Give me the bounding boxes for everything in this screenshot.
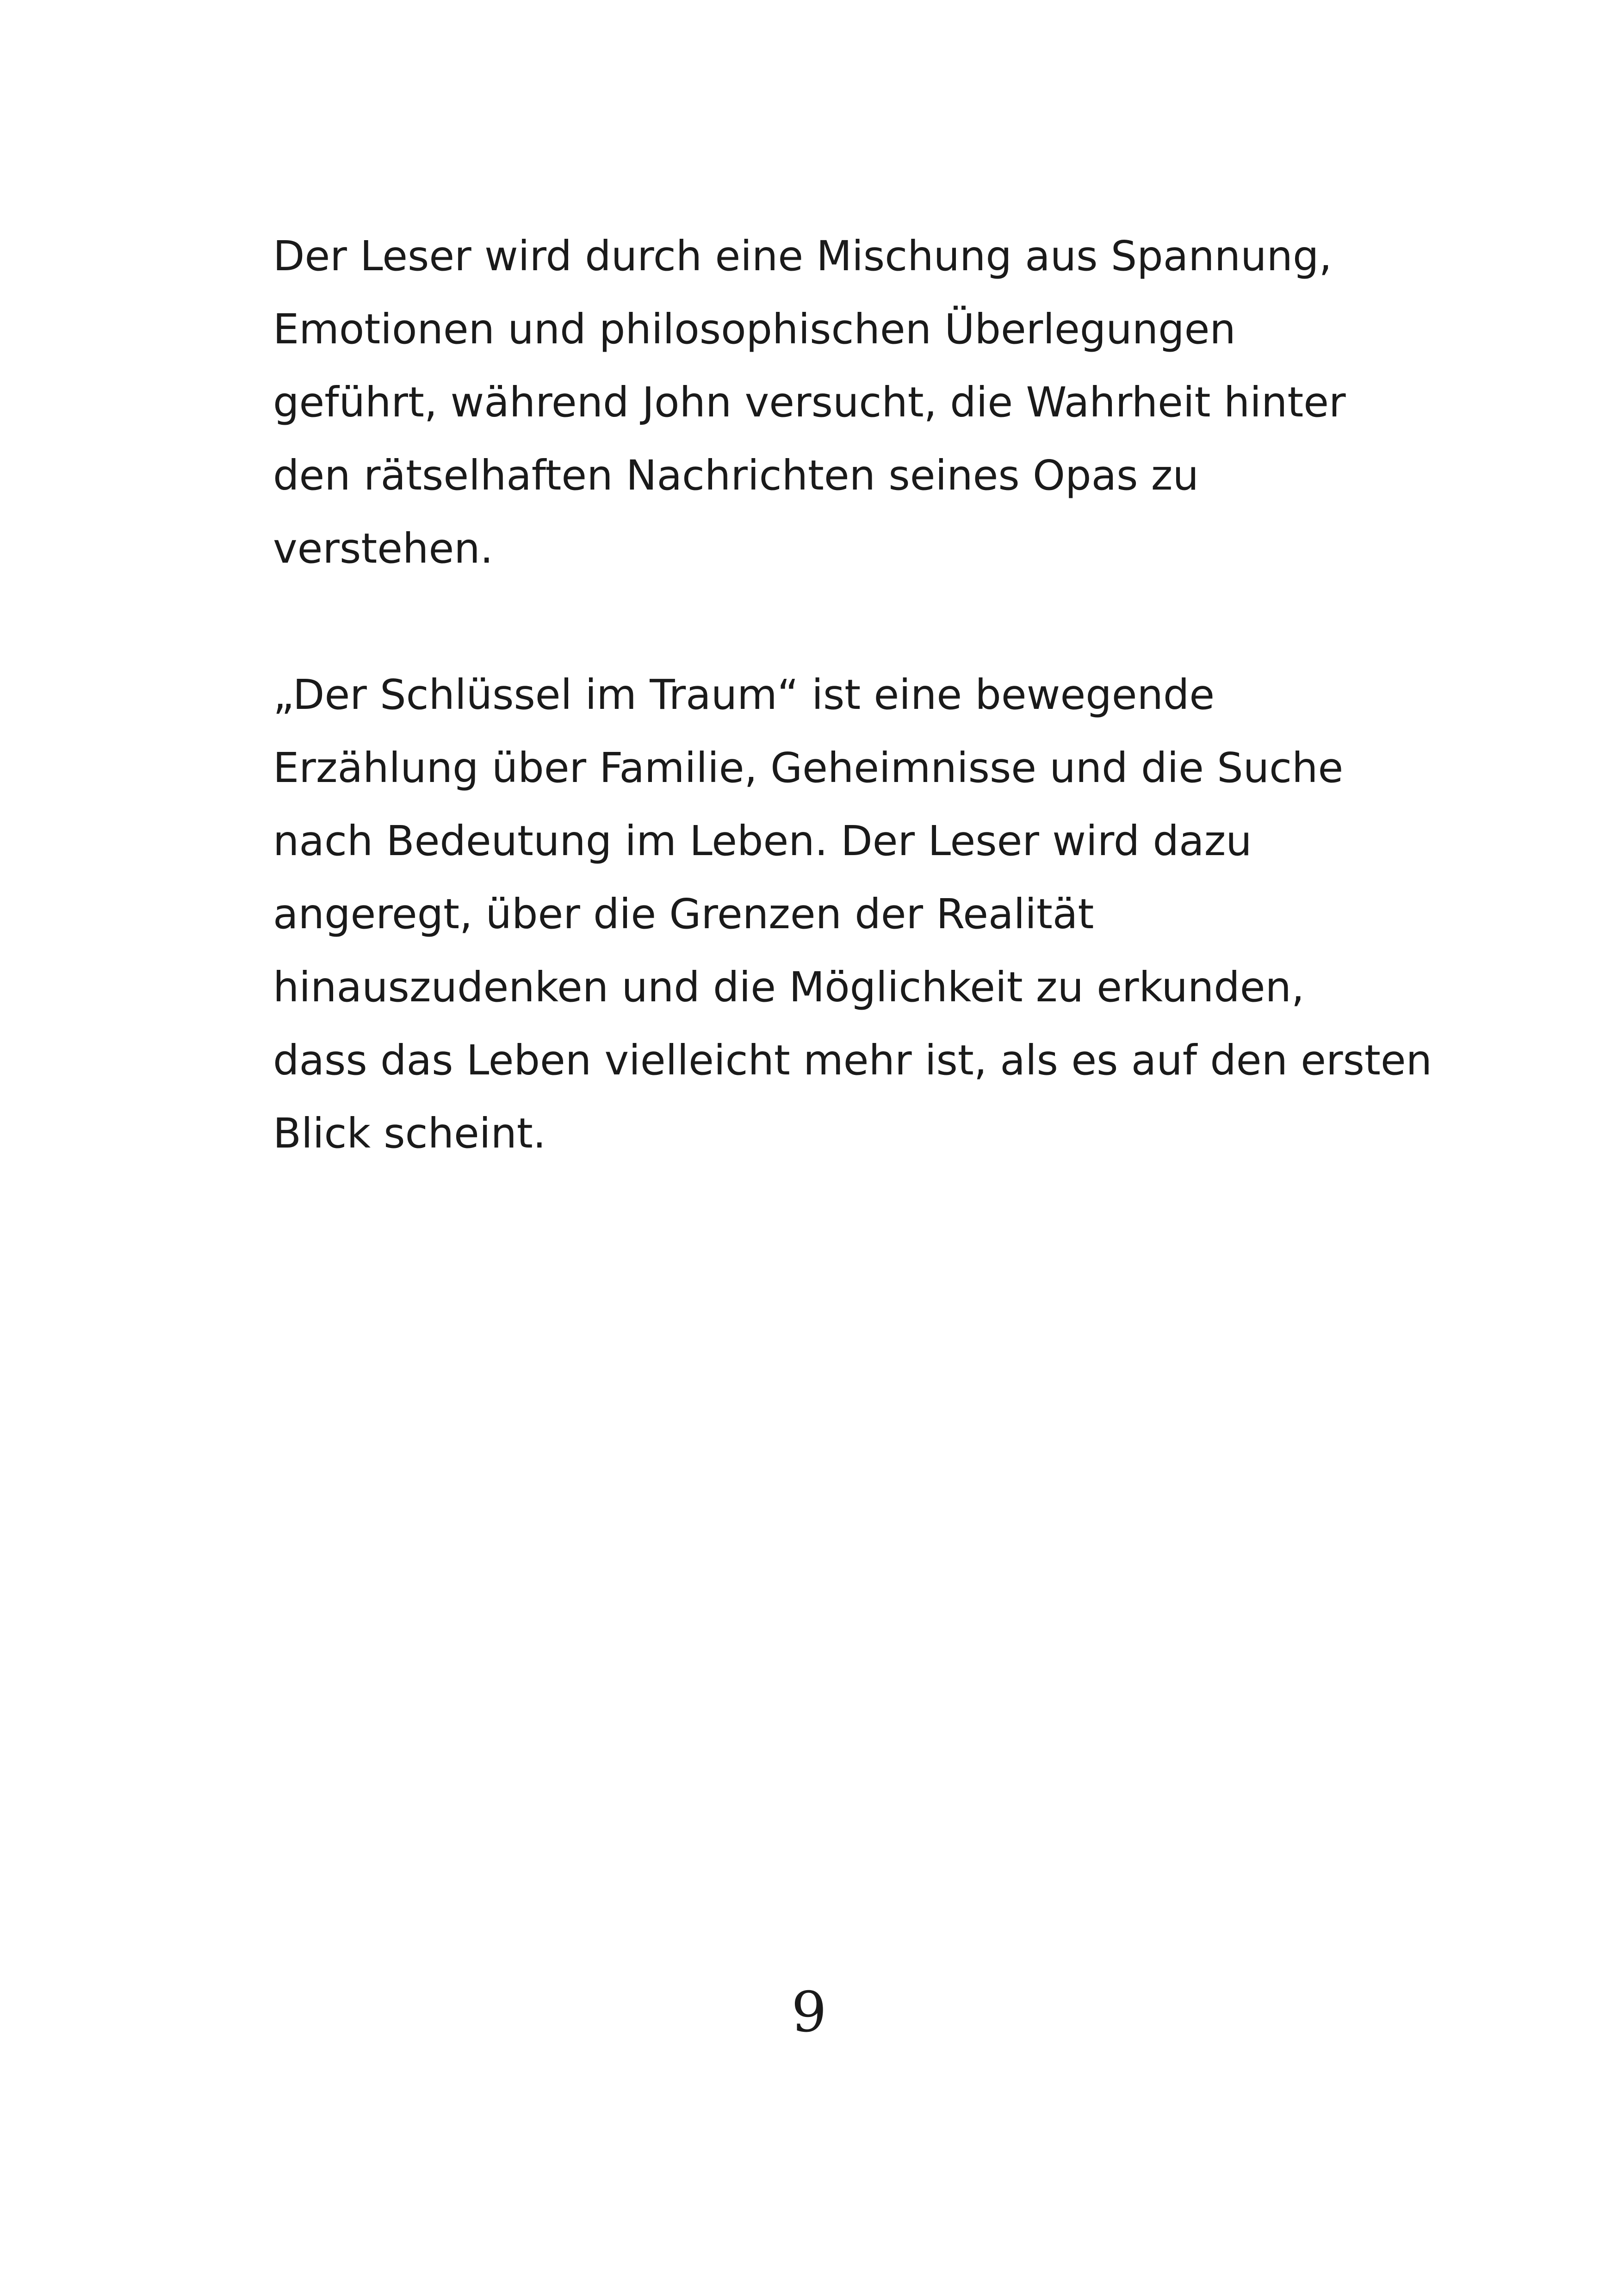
- text-line: geführt, während John versucht, die Wahrheit hinter: [273, 378, 1346, 426]
- text-line: hinauszudenken und die Möglichkeit zu erkunden,: [273, 963, 1305, 1011]
- text-line: Blick scheint.: [273, 1109, 546, 1157]
- text-line: Emotionen und philosophischen Überlegungen: [273, 305, 1236, 353]
- text-line: Erzählung über Familie, Geheimnisse und die Suche: [273, 744, 1344, 792]
- paragraph-spacer: [273, 585, 1374, 658]
- text-line: den rätselhaften Nachrichten seines Opas zu: [273, 451, 1199, 499]
- page-number: 9: [791, 1980, 827, 2045]
- body-text: [273, 219, 1432, 1170]
- text-line: verstehen.: [273, 524, 493, 572]
- paragraph-2: [273, 658, 1432, 1170]
- text-line: „Der Schlüssel im Traum“ ist eine bewegende: [273, 670, 1215, 719]
- text-line: angeregt, über die Grenzen der Realität: [273, 890, 1094, 938]
- paragraph-1: [273, 219, 1374, 585]
- text-line: Der Leser wird durch eine Mischung aus Spannung,: [273, 232, 1332, 280]
- text-line: nach Bedeutung im Leben. Der Leser wird dazu: [273, 817, 1252, 865]
- text-line: dass das Leben vielleicht mehr ist, als es auf den ersten: [273, 1036, 1432, 1084]
